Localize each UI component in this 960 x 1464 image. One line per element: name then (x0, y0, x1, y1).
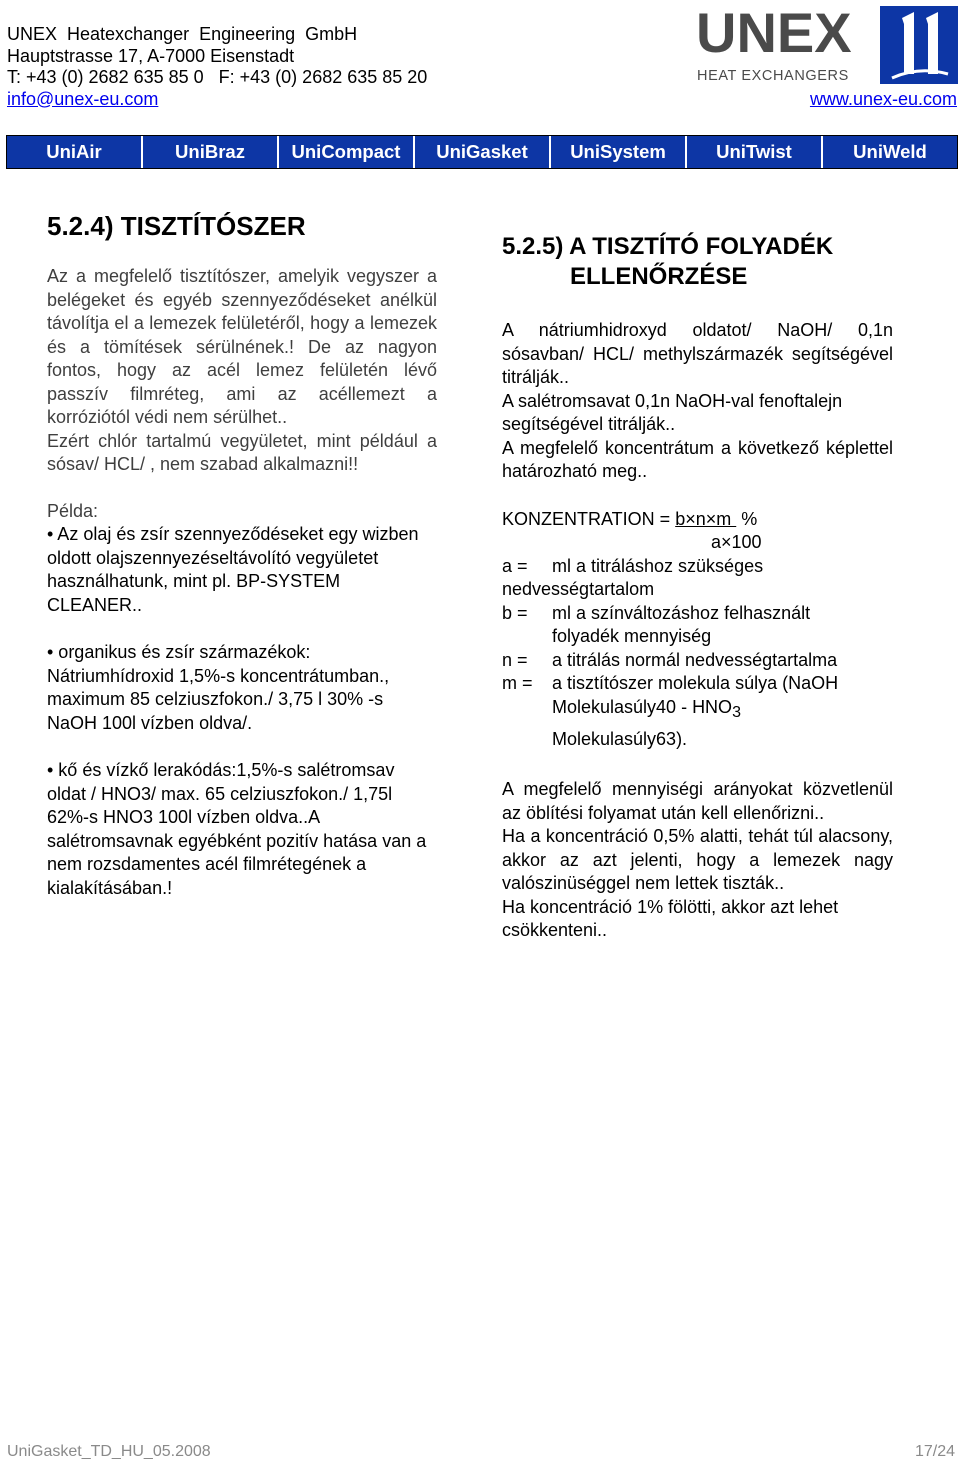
company-address: Hauptstrasse 17, A-7000 Eisenstadt (7, 45, 295, 66)
logo-text: UNEX (696, 4, 852, 64)
product-navbar (6, 135, 958, 169)
hno3-titration: A salétromsavat 0,1n NaOH-val fenoftalejn segítségével titrálják.. (502, 390, 843, 434)
formula-percent: % (741, 508, 758, 529)
def-n-symbol: n = (502, 649, 528, 670)
example-bullet-organic: • organikus és zsír származékok: Nátriumhídroxid 1,5%-s koncentrátumban., maximum 85 celziuszfokon./ 3,75 l 30% -s NaOH 100l vízben oldva/. (47, 642, 390, 733)
formula-numerator: b×n×m (675, 508, 737, 529)
nav-uniair[interactable]: UniAir (7, 136, 143, 168)
def-b-text: ml a színváltozáshoz felhasznált (552, 602, 811, 623)
cleaning-agent-intro: Az a megfelelő tisztítószer, amelyik vegyszer a belégeket és egyéb szennyeződéseket anélkül távolítja el a lemezek felületéről, hogy a lemezek és a tömítések sérülnének.! De az nagyon fontos, hogy az acél lemez felületén lévő passzív filmréteg, ami az acéllemezt a korróziótól védi nem sérülhet.. (47, 266, 437, 427)
heading-line-1: 5.2.5) A TISZTÍTÓ FOLYADÉK (502, 233, 834, 260)
high-concentration-note: Ha koncentráció 1% fölötti, akkor azt lehet csökkenteni.. (502, 896, 839, 940)
logo-subtext: HEAT EXCHANGERS (697, 68, 849, 84)
formula-definitions (502, 555, 893, 579)
heading-line-2: ELLENŐRZÉSE (570, 263, 748, 290)
def-b-text-2: folyadék mennyiség (552, 626, 712, 646)
nav-unitwist[interactable]: UniTwist (687, 136, 823, 168)
company-phone-fax: T: +43 (0) 2682 635 85 0 F: +43 (0) 2682 635 85 20 (7, 67, 428, 87)
def-m-symbol: m = (502, 673, 533, 693)
document-id: UniGasket_TD_HU_05.2008 (7, 1443, 211, 1460)
formula-label: KONZENTRATION = (502, 508, 676, 529)
nav-uniweld[interactable]: UniWeld (853, 141, 927, 162)
def-a-symbol: a = (502, 555, 528, 576)
company-name: UNEX Heatexchanger Engineering GmbH (7, 24, 358, 44)
formula-denominator: a×100 (711, 532, 762, 552)
example-label: Példa: (47, 500, 99, 521)
formula-definitions-rest (502, 602, 893, 755)
email-link[interactable]: info@unex-eu.com (7, 88, 159, 109)
def-n-text: a titrálás normál nedvességtartalma (552, 649, 838, 670)
example-bullet-scale: • kő és vízkő lerakódás:1,5%-s salétromsav oldat / HNO3/ max. 65 celziuszfokon./ 1,75l 62%-s HNO3 100l vízben oldva..A salétromsavnak egyébként pozitív hatása van a nem rozsdamentes acél filmrétegének a kialakításában.! (47, 760, 427, 898)
def-m-text: a tisztítószer molekula súlya (NaOH (552, 673, 839, 693)
nav-unisystem[interactable]: UniSystem (551, 136, 687, 168)
right-column (502, 232, 893, 943)
unex-logo (694, 4, 960, 84)
concentration-intro: A megfelelő koncentrátum a következő képlettel határozható meg.. (502, 437, 893, 481)
company-header (7, 24, 427, 110)
low-concentration-note: Ha a koncentráció 0,5% alatti, tehát túl alacsony, akkor az azt jelenti, hogy a lemezek nagy valószinüséggel nem lettek tiszták.. (502, 826, 893, 893)
nav-unicompact[interactable]: UniCompact (279, 136, 415, 168)
section-heading-fluid-check (502, 232, 893, 292)
section-heading-cleaning-agent: 5.2.4) TISZTÍTÓSZER (47, 211, 306, 241)
ratio-check: A megfelelő mennyiségi arányokat közvetlenül az öblítési folyamat után kell ellenőrizni.. (502, 779, 893, 823)
concentration-formula (502, 508, 893, 532)
nav-unibraz[interactable]: UniBraz (143, 136, 279, 168)
example-bullet-oil: • Az olaj és zsír szennyeződéseket egy wizben oldott olajszennyezéseltávolító vegyületet használhatunk, mint pl. BP-SYSTEM CLEANER.. (47, 524, 419, 615)
website-link[interactable]: www.unex-eu.com (809, 89, 957, 109)
def-m-text-3: Molekulasúly63). (552, 729, 688, 749)
def-b-symbol: b = (502, 602, 528, 623)
naoh-titration: A nátriumhidroxyd oldatot/ NaOH/ 0,1n sósavban/ HCL/ methylszármazék segítségével titrálják.. (502, 320, 893, 387)
def-m-text-2: Molekulasúly40 - HNO3 (552, 696, 741, 721)
left-column (47, 210, 437, 900)
nav-unigasket[interactable]: UniGasket (415, 136, 551, 168)
def-a-continued: nedvességtartalom (502, 579, 655, 599)
chlorine-warning: Ezért chlór tartalmú vegyületet, mint például a sósav/ HCL/ , nem szabad alkalmazni!! (47, 430, 437, 474)
def-a-text: ml a titráláshoz szükséges (552, 555, 764, 576)
page-number: 17/24 (914, 1443, 955, 1460)
